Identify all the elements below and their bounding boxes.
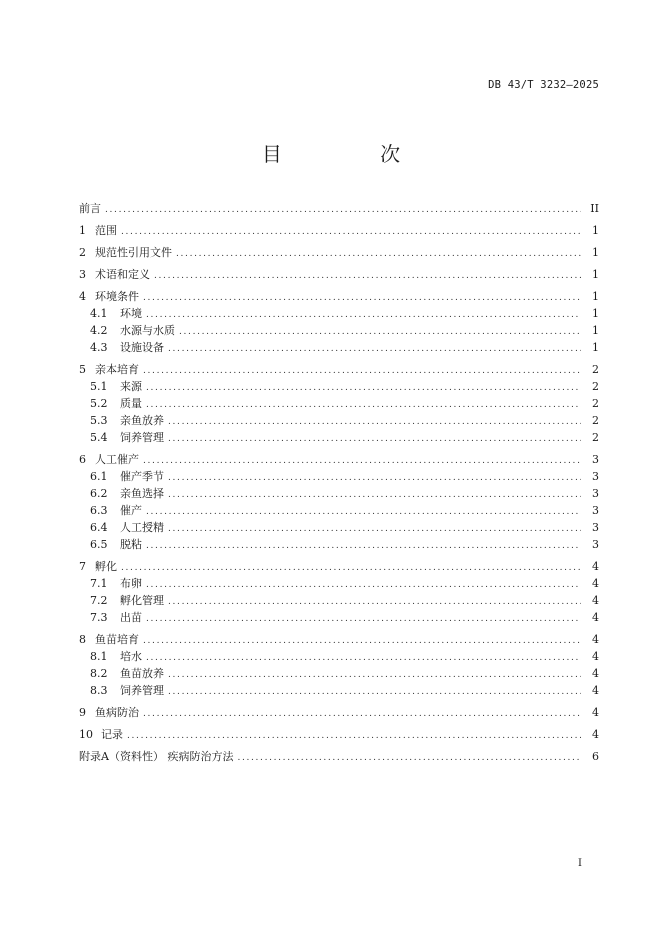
toc-entry[interactable] (79, 536, 599, 553)
toc-entry-page: 2 (592, 363, 599, 376)
toc-entry[interactable] (79, 339, 599, 356)
toc-entry-title: 饲养管理 (120, 684, 164, 697)
toc-entry[interactable] (79, 485, 599, 502)
toc-entry[interactable] (79, 361, 599, 378)
toc-leader-dots (143, 631, 581, 648)
toc-entry[interactable] (79, 305, 599, 322)
toc-entry-number: 5 (79, 363, 86, 376)
toc-entry-number: 8.2 (90, 667, 108, 680)
toc-leader-dots (146, 648, 581, 665)
toc-entry-number: 1 (79, 224, 86, 237)
toc-entry-page: 2 (592, 414, 599, 427)
toc-entry[interactable] (79, 288, 599, 305)
toc-entry-page: 4 (592, 706, 599, 719)
toc-entry[interactable] (79, 222, 599, 239)
toc-entry-title: 脱粘 (120, 538, 142, 551)
toc-leader-dots (146, 502, 581, 519)
toc-entry-title: 亲鱼放养 (120, 414, 164, 427)
toc-entry-title: 鱼病防治 (95, 706, 139, 719)
toc-leader-dots (168, 429, 581, 446)
toc-entry-page: 3 (592, 453, 599, 466)
toc-leader-dots (121, 558, 581, 575)
toc-entry-title: 人工催产 (95, 453, 139, 466)
toc-entry-title: 孵化 (95, 560, 117, 573)
toc-leader-dots (179, 322, 581, 339)
toc-entry[interactable] (79, 704, 599, 721)
toc-entry-number: 5.3 (90, 414, 108, 427)
toc-entry-number: 9 (79, 706, 86, 719)
toc-entry-number: 4.2 (90, 324, 108, 337)
toc-entry[interactable] (79, 682, 599, 699)
toc-entry-title: 来源 (120, 380, 142, 393)
toc-leader-dots (154, 266, 581, 283)
toc-entry[interactable] (79, 200, 599, 217)
toc-entry-number: 5.1 (90, 380, 108, 393)
toc-entry-title: 饲养管理 (120, 431, 164, 444)
toc-entry-title: 布卵 (120, 577, 142, 590)
toc-leader-dots (146, 609, 581, 626)
document-code: DB 43/T 3232—2025 (488, 79, 599, 91)
toc-entry-title: 催产 (120, 504, 142, 517)
toc-entry[interactable] (79, 502, 599, 519)
toc-leader-dots (168, 468, 581, 485)
toc-entry[interactable] (79, 266, 599, 283)
toc-entry-page: 2 (592, 431, 599, 444)
toc-entry-number: 4 (79, 290, 86, 303)
toc-entry-page: 4 (592, 633, 599, 646)
toc-entry-number: 5.2 (90, 397, 108, 410)
toc-leader-dots (143, 451, 581, 468)
toc-entry[interactable] (79, 609, 599, 626)
toc-entry-title: 前言 (79, 202, 101, 215)
toc-entry-number: 7.3 (90, 611, 108, 624)
toc-entry-title: 培水 (120, 650, 142, 663)
toc-entry-number: 5.4 (90, 431, 108, 444)
toc-entry-number: 6.4 (90, 521, 108, 534)
toc-entry-page: 1 (592, 341, 599, 354)
toc-entry-number: 8.1 (90, 650, 108, 663)
toc-entry-page: 3 (592, 504, 599, 517)
toc-entry-title: 水源与水质 (120, 324, 175, 337)
toc-entry-number: 4.1 (90, 307, 108, 320)
toc-leader-dots (146, 575, 581, 592)
toc-entry-title: 范围 (95, 224, 117, 237)
toc-leader-dots (143, 704, 581, 721)
toc-entry-title: 鱼苗放养 (120, 667, 164, 680)
toc-entry-number: 7.1 (90, 577, 108, 590)
toc-entry-page: 1 (592, 307, 599, 320)
toc-entry-page: 3 (592, 470, 599, 483)
toc-entry-page: 3 (592, 538, 599, 551)
toc-leader-dots (237, 748, 581, 765)
toc-entry[interactable] (79, 519, 599, 536)
toc-entry[interactable] (79, 726, 599, 743)
toc-entry-page: 4 (592, 594, 599, 607)
toc-entry-number: 3 (79, 268, 86, 281)
toc-entry-title: 质量 (120, 397, 142, 410)
page-number: I (578, 858, 582, 869)
toc-entry-number: 2 (79, 246, 86, 259)
toc-entry-number: 7.2 (90, 594, 108, 607)
toc-entry[interactable] (79, 378, 599, 395)
toc-entry-title: 人工授精 (120, 521, 164, 534)
toc-entry-title: 附录A（资料性） 疾病防治方法 (79, 750, 234, 763)
toc-leader-dots (127, 726, 581, 743)
toc-entry-page: 1 (592, 290, 599, 303)
toc-entry[interactable] (79, 468, 599, 485)
toc-entry-title: 术语和定义 (95, 268, 150, 281)
toc-entry-page: 3 (592, 521, 599, 534)
toc-entry-title: 亲本培育 (95, 363, 139, 376)
toc-entry-page: 6 (592, 750, 599, 763)
toc-entry[interactable] (79, 412, 599, 429)
toc-entry-page: 4 (592, 728, 599, 741)
toc-leader-dots (168, 519, 581, 536)
toc-entry-title: 亲鱼选择 (120, 487, 164, 500)
toc-leader-dots (105, 200, 581, 217)
toc-entry-title: 催产季节 (120, 470, 164, 483)
toc-leader-dots (121, 222, 581, 239)
toc-entry[interactable] (79, 558, 599, 575)
toc-entry-page: 4 (592, 577, 599, 590)
toc-entry-page: II (590, 202, 599, 215)
table-of-contents (79, 200, 599, 765)
toc-entry-title: 孵化管理 (120, 594, 164, 607)
toc-leader-dots (168, 665, 581, 682)
toc-entry[interactable] (79, 575, 599, 592)
toc-entry-title: 设施设备 (120, 341, 164, 354)
toc-leader-dots (168, 592, 581, 609)
toc-leader-dots (146, 536, 581, 553)
toc-entry-page: 4 (592, 611, 599, 624)
toc-entry-title: 环境 (120, 307, 142, 320)
toc-entry-page: 2 (592, 380, 599, 393)
toc-entry-page: 4 (592, 684, 599, 697)
toc-entry-title: 规范性引用文件 (95, 246, 172, 259)
toc-entry-number: 6.1 (90, 470, 108, 483)
toc-entry-page: 3 (592, 487, 599, 500)
toc-entry[interactable] (79, 395, 599, 412)
toc-entry[interactable] (79, 429, 599, 446)
toc-entry-number: 7 (79, 560, 86, 573)
toc-leader-dots (146, 378, 581, 395)
toc-entry[interactable] (79, 451, 599, 468)
toc-leader-dots (168, 682, 581, 699)
toc-entry-number: 6.3 (90, 504, 108, 517)
toc-leader-dots (176, 244, 581, 261)
toc-entry-page: 4 (592, 667, 599, 680)
toc-leader-dots (168, 412, 581, 429)
toc-leader-dots (168, 339, 581, 356)
toc-entry[interactable] (79, 748, 599, 765)
toc-entry[interactable] (79, 592, 599, 609)
toc-leader-dots (146, 305, 581, 322)
toc-leader-dots (143, 361, 581, 378)
toc-entry-page: 2 (592, 397, 599, 410)
toc-entry-title: 环境条件 (95, 290, 139, 303)
toc-entry-page: 1 (592, 246, 599, 259)
toc-leader-dots (143, 288, 581, 305)
toc-entry-page: 1 (592, 268, 599, 281)
toc-entry-number: 6.2 (90, 487, 108, 500)
toc-entry-title: 鱼苗培育 (95, 633, 139, 646)
toc-entry[interactable] (79, 322, 599, 339)
toc-entry-page: 4 (592, 560, 599, 573)
toc-entry-page: 4 (592, 650, 599, 663)
toc-entry-number: 8 (79, 633, 86, 646)
toc-entry-number: 6.5 (90, 538, 108, 551)
toc-entry[interactable] (79, 244, 599, 261)
toc-entry-number: 8.3 (90, 684, 108, 697)
toc-leader-dots (168, 485, 581, 502)
toc-title: 目 次 (261, 142, 447, 166)
toc-entry[interactable] (79, 648, 599, 665)
toc-entry-page: 1 (592, 224, 599, 237)
toc-entry-number: 10 (79, 728, 93, 741)
toc-leader-dots (146, 395, 581, 412)
toc-entry-title: 记录 (101, 728, 123, 741)
toc-entry-page: 1 (592, 324, 599, 337)
toc-entry[interactable] (79, 631, 599, 648)
toc-entry-title: 出苗 (120, 611, 142, 624)
toc-entry-number: 6 (79, 453, 86, 466)
toc-entry-number: 4.3 (90, 341, 108, 354)
toc-entry[interactable] (79, 665, 599, 682)
